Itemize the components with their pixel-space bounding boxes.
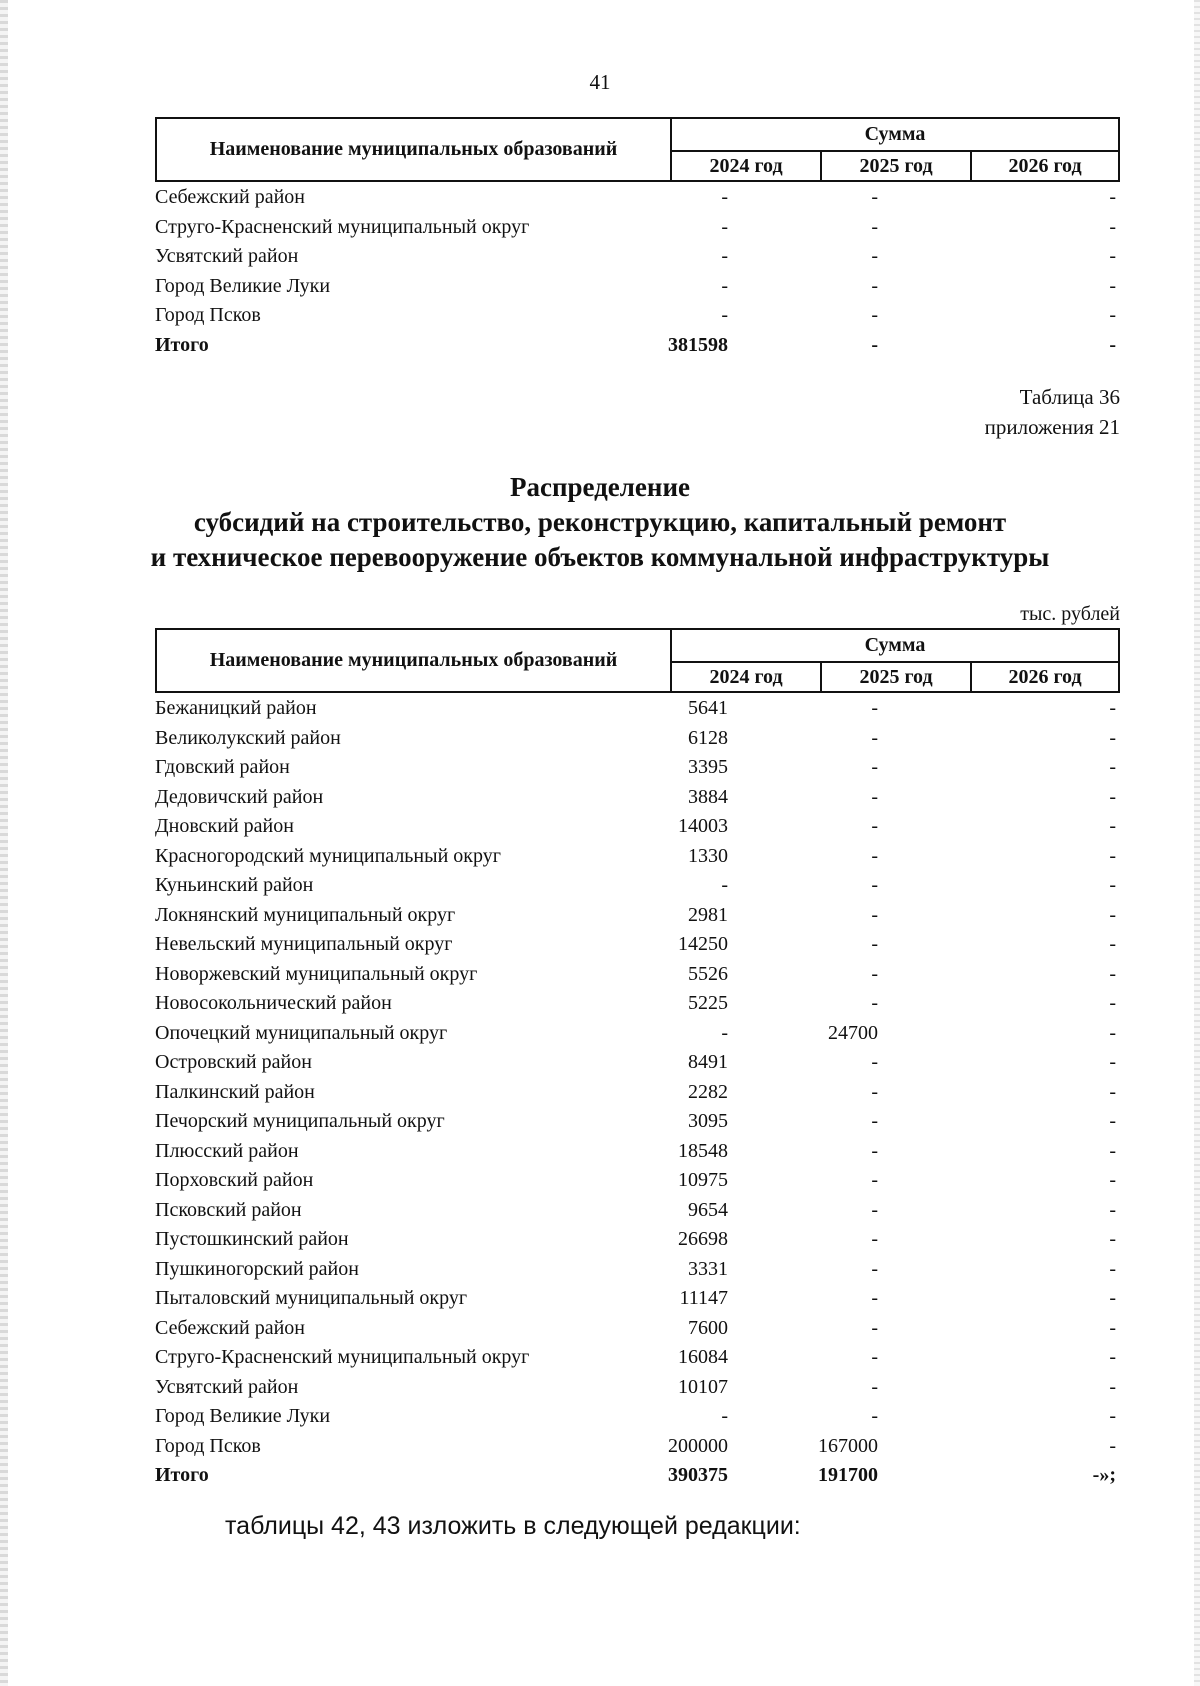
table-row — [155, 988, 1120, 1018]
cell-2026: - — [1109, 1287, 1116, 1309]
cell-name: Невельский муниципальный округ — [155, 933, 453, 955]
cell-2026: - — [1109, 245, 1116, 267]
table-row — [155, 1136, 1120, 1166]
table-caption-appendix: приложения 21 — [984, 415, 1120, 439]
cell-2025: - — [871, 274, 878, 297]
cell-2024: - — [721, 215, 728, 238]
cell-2026: - — [1109, 1346, 1116, 1368]
cell-2025: - — [871, 1346, 878, 1368]
cell-2024: 16084 — [678, 1346, 728, 1368]
cell-name: Красногородский муниципальный округ — [155, 844, 501, 867]
table-row — [155, 782, 1120, 812]
table-body — [155, 693, 1120, 1490]
table-caption-number: Таблица 36 — [1019, 385, 1120, 409]
cell-2024: 8491 — [688, 1051, 728, 1073]
cell-2024: - — [721, 245, 728, 267]
cell-name: Себежский район — [155, 1316, 305, 1339]
table-row — [155, 1401, 1120, 1431]
cell-2026: - — [1109, 1021, 1116, 1044]
cell-2026: - — [1109, 1375, 1116, 1398]
table-row — [155, 959, 1120, 989]
cell-name: Новоржевский муниципальный округ — [155, 962, 478, 985]
cell-2024: - — [721, 874, 728, 896]
cell-2024: 200000 — [668, 1434, 728, 1457]
title-line-3: и техническое перевооружение объектов коммунальной инфраструктуры — [150, 542, 1050, 572]
cell-2025: - — [871, 1169, 878, 1191]
table-row — [155, 1077, 1120, 1107]
cell-name: Новосокольнический район — [155, 992, 392, 1014]
total-row — [155, 330, 1120, 360]
cell-name: Опочецкий муниципальный округ — [155, 1021, 448, 1044]
cell-2026: - — [1109, 215, 1116, 238]
cell-2026: - — [1109, 333, 1116, 356]
cell-2025: - — [871, 1198, 878, 1221]
cell-2024: 10107 — [678, 1375, 728, 1398]
header-year-2025: 2025 год — [822, 152, 972, 180]
cell-2026: - — [1109, 274, 1116, 297]
cell-2026: - — [1109, 1169, 1116, 1191]
cell-2024: 14003 — [678, 815, 728, 837]
cell-2026: - — [1109, 785, 1116, 808]
table-row — [155, 1342, 1120, 1372]
table-row — [155, 1313, 1120, 1343]
cell-2024: 2282 — [688, 1080, 728, 1103]
cell-2025: 24700 — [828, 1021, 878, 1044]
cell-2026: - — [1109, 1405, 1116, 1427]
cell-2026: - — [1109, 1080, 1116, 1103]
header-sum: Сумма — [672, 630, 1118, 663]
cell-name: Бежаницкий район — [155, 697, 317, 719]
cell-2026: - — [1109, 186, 1116, 208]
cell-2025: - — [871, 1110, 878, 1132]
cell-2026: - — [1109, 1110, 1116, 1132]
title-line-2: субсидий на строительство, реконструкцию, капитальный ремонт — [193, 507, 1007, 537]
cell-name: Дновский район — [155, 815, 294, 837]
table-row — [155, 929, 1120, 959]
cell-name: Палкинский район — [155, 1080, 315, 1103]
table-row — [155, 693, 1120, 723]
cell-name: Пыталовский муниципальный округ — [155, 1287, 468, 1309]
cell-2024: 1330 — [688, 844, 728, 867]
unit-label: тыс. рублей — [1020, 603, 1120, 625]
cell-2026: - — [1109, 874, 1116, 896]
header-sum: Сумма — [672, 119, 1118, 152]
header-year-2026: 2026 год — [1008, 155, 1082, 177]
cell-2025: - — [871, 962, 878, 985]
cell-2024: 9654 — [688, 1198, 728, 1221]
cell-2025: - — [871, 1080, 878, 1103]
cell-name: Псковский район — [155, 1198, 302, 1221]
header-year-2026: 2026 год — [1008, 666, 1082, 688]
cell-name: Плюсский район — [155, 1139, 299, 1162]
table-continuation — [155, 117, 1120, 359]
table-row — [155, 1195, 1120, 1225]
cell-2024: 5641 — [688, 697, 728, 719]
cell-name: Струго-Красненский муниципальный округ — [155, 1346, 530, 1368]
header-name-column: Наименование муниципальных образований — [157, 630, 672, 691]
cell-name: Островский район — [155, 1051, 312, 1073]
cell-2026: - — [1109, 697, 1116, 719]
cell-2025: - — [871, 1405, 878, 1427]
cell-name: Локнянский муниципальный округ — [155, 903, 456, 926]
cell-name: Пушкиногорский район — [155, 1257, 359, 1280]
cell-name: Себежский район — [155, 186, 305, 208]
cell-2026: - — [1109, 1051, 1116, 1073]
cell-2025: - — [871, 245, 878, 267]
table-row — [155, 811, 1120, 841]
cell-2025: - — [871, 756, 878, 778]
table-row — [155, 1283, 1120, 1313]
cell-2025: - — [871, 186, 878, 208]
cell-2026: - — [1109, 1139, 1116, 1162]
cell-2025: - — [871, 697, 878, 719]
cell-name: Куньинский район — [155, 874, 314, 896]
table-row — [155, 1372, 1120, 1402]
cell-2025: - — [871, 333, 878, 356]
cell-2026: - — [1109, 962, 1116, 985]
table-row — [155, 212, 1120, 242]
cell-2024: 18548 — [678, 1139, 728, 1162]
table-main — [155, 628, 1120, 1490]
cell-name: Город Псков — [155, 304, 261, 326]
cell-2024: - — [721, 1405, 728, 1427]
table-header — [155, 628, 1120, 693]
header-year-2025: 2025 год — [822, 663, 972, 691]
cell-2026: - — [1109, 1228, 1116, 1250]
cell-name: Город Великие Луки — [155, 274, 331, 297]
table-row — [155, 723, 1120, 753]
cell-2024: 3395 — [688, 756, 728, 778]
cell-2025: 167000 — [818, 1434, 878, 1457]
cell-2024: 10975 — [678, 1169, 728, 1191]
cell-2026: - — [1109, 1316, 1116, 1339]
cell-name: Усвятский район — [155, 1375, 299, 1398]
cell-2025: - — [871, 1257, 878, 1280]
header-year-2024: 2024 год — [672, 152, 822, 180]
cell-2025: - — [871, 815, 878, 837]
cell-2025: - — [871, 992, 878, 1014]
cell-name: Город Псков — [155, 1434, 261, 1457]
cell-name: Итого — [155, 1464, 209, 1486]
cell-2026: - — [1109, 992, 1116, 1014]
cell-name: Город Великие Луки — [155, 1405, 331, 1427]
total-row — [155, 1460, 1120, 1490]
cell-2025: - — [871, 933, 878, 955]
cell-2024: 390375 — [668, 1464, 728, 1486]
cell-2025: - — [871, 726, 878, 749]
cell-2026: - — [1109, 844, 1116, 867]
scan-edge-right — [1194, 0, 1200, 1686]
table-row — [155, 1047, 1120, 1077]
cell-name: Гдовский район — [155, 756, 290, 778]
cell-2026: - — [1109, 1198, 1116, 1221]
cell-2026: - — [1109, 304, 1116, 326]
cell-2025: - — [871, 215, 878, 238]
cell-2025: - — [871, 1228, 878, 1250]
table-row — [155, 1018, 1120, 1048]
cell-2025: - — [871, 844, 878, 867]
cell-2025: - — [871, 1139, 878, 1162]
table-row — [155, 271, 1120, 301]
cell-name: Струго-Красненский муниципальный округ — [155, 215, 530, 238]
cell-2024: - — [721, 274, 728, 297]
table-row — [155, 870, 1120, 900]
table-title — [0, 470, 1200, 575]
table-row — [155, 752, 1120, 782]
cell-2024: 14250 — [678, 933, 728, 955]
cell-2024: 26698 — [678, 1228, 728, 1250]
closing-text: таблицы 42, 43 изложить в следующей редакции: — [225, 1512, 801, 1540]
cell-2024: 381598 — [668, 333, 728, 356]
cell-2024: 3884 — [688, 785, 728, 808]
cell-2024: - — [721, 186, 728, 208]
table-row — [155, 1224, 1120, 1254]
cell-name: Порховский район — [155, 1169, 314, 1191]
table-body — [155, 182, 1120, 359]
cell-2024: 5526 — [688, 962, 728, 985]
cell-name: Усвятский район — [155, 245, 299, 267]
cell-name: Печорский муниципальный округ — [155, 1110, 445, 1132]
cell-2026: - — [1109, 933, 1116, 955]
table-row — [155, 841, 1120, 871]
cell-2026: - — [1109, 756, 1116, 778]
cell-2024: 3331 — [688, 1257, 728, 1280]
header-year-2024: 2024 год — [672, 663, 822, 691]
cell-2026: -»; — [1092, 1464, 1116, 1486]
table-row — [155, 300, 1120, 330]
table-row — [155, 241, 1120, 271]
cell-2025: - — [871, 1287, 878, 1309]
cell-2025: 191700 — [818, 1464, 878, 1486]
cell-2024: 6128 — [688, 726, 728, 749]
cell-2024: 7600 — [688, 1316, 728, 1339]
scan-edge-left — [0, 0, 8, 1686]
header-name-column: Наименование муниципальных образований — [157, 119, 672, 180]
table-header — [155, 117, 1120, 182]
table-row — [155, 1165, 1120, 1195]
cell-name: Пустошкинский район — [155, 1228, 349, 1250]
table-row — [155, 1254, 1120, 1284]
table-row — [155, 1431, 1120, 1461]
title-line-1: Распределение — [509, 472, 691, 502]
cell-2024: 2981 — [688, 903, 728, 926]
cell-2024: - — [721, 304, 728, 326]
cell-name: Итого — [155, 333, 209, 356]
cell-2024: - — [721, 1021, 728, 1044]
cell-2025: - — [871, 1316, 878, 1339]
cell-2025: - — [871, 785, 878, 808]
table-row — [155, 1106, 1120, 1136]
cell-2025: - — [871, 874, 878, 896]
cell-2026: - — [1109, 903, 1116, 926]
cell-2025: - — [871, 1375, 878, 1398]
page-number: 41 — [589, 70, 611, 94]
cell-2026: - — [1109, 726, 1116, 749]
cell-2024: 11147 — [679, 1287, 728, 1309]
table-row — [155, 900, 1120, 930]
table-row — [155, 182, 1120, 212]
cell-2026: - — [1109, 815, 1116, 837]
cell-2025: - — [871, 1051, 878, 1073]
cell-2025: - — [871, 304, 878, 326]
cell-name: Дедовичский район — [155, 785, 324, 808]
cell-2026: - — [1109, 1257, 1116, 1280]
cell-name: Великолукский район — [155, 726, 341, 749]
cell-2024: 5225 — [688, 992, 728, 1014]
cell-2026: - — [1109, 1434, 1116, 1457]
cell-2024: 3095 — [688, 1110, 728, 1132]
cell-2025: - — [871, 903, 878, 926]
